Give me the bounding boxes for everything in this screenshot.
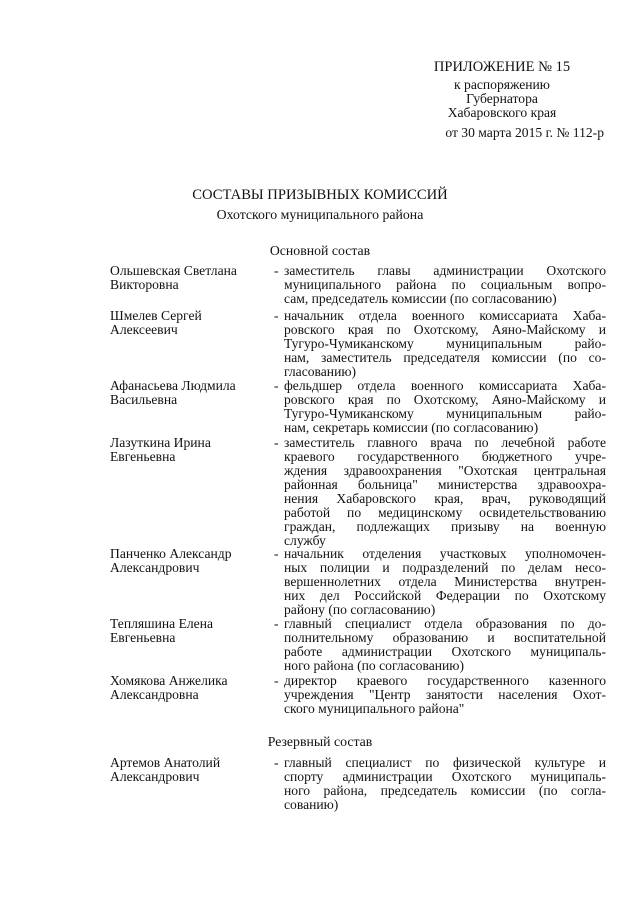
member-position-line: гласованию)	[284, 364, 357, 379]
member-position-line: ного района (по согласованию)	[284, 658, 464, 673]
member-position-line: спорту администрации Охотского муниципаль-	[284, 769, 606, 784]
member-position-line: муниципального района по социальным вопро-	[284, 277, 606, 292]
member-position-line: службу	[284, 533, 326, 548]
member-position-line: ного района, председатель комиссии (по согла-	[284, 783, 606, 798]
member-name-line: Евгеньевна	[110, 449, 176, 464]
member-name-line: Шмелев Сергей	[110, 308, 202, 323]
member-name	[110, 756, 270, 784]
member-position-line: граждан, подлежащих призыву на военную	[284, 519, 606, 534]
appendix-line-1: к распоряжению	[454, 77, 550, 92]
member-position-line: начальник отделения участковых уполномочен-	[284, 546, 606, 561]
member-name-line: Ольшевская Светлана	[110, 263, 237, 278]
member-position	[284, 756, 606, 812]
member-name	[110, 547, 270, 575]
member-position-line: районная больница" министерства здравоохра-	[284, 477, 606, 492]
appendix-number: ПРИЛОЖЕНИЕ № 15	[433, 59, 571, 75]
member-dash: -	[274, 308, 279, 323]
member-position-line: ского муниципального района"	[284, 701, 465, 716]
reserve-composition-heading: Резервный состав	[267, 734, 373, 749]
member-position-line: району (по согласованию)	[284, 602, 436, 617]
appendix-line-2: Губернатора	[466, 91, 538, 106]
member-dash: -	[274, 435, 279, 450]
member-position-line: них дел Российской Федерации по Охотскому	[284, 588, 606, 603]
member-name	[110, 674, 270, 702]
member-position-line: учреждения "Центр занятости населения Охот-	[284, 687, 606, 702]
member-position	[284, 309, 606, 379]
member-name-line: Панченко Александр	[110, 546, 232, 561]
member-name-line: Александровна	[110, 687, 199, 702]
member-position-line: работе администрации Охотского муниципаль-	[284, 644, 606, 659]
member-position-line: начальник отдела военного комиссариата Хаба-	[284, 308, 606, 323]
member-dash: -	[274, 378, 279, 393]
member-name-line: Евгеньевна	[110, 630, 176, 645]
appendix-date: от 30 марта 2015 г. № 112-р	[445, 125, 604, 140]
member-position-line: заместитель главы администрации Охотского	[284, 263, 606, 278]
member-position-line: ровского края по Охотскому, Аяно-Майскому и	[284, 322, 606, 337]
member-position-line: краевого государственного бюджетного учре-	[284, 449, 606, 464]
member-name	[110, 436, 270, 464]
member-position-line: главный специалист по физической культуре и	[284, 755, 606, 770]
member-name-line: Александрович	[110, 560, 200, 575]
member-dash: -	[274, 673, 279, 688]
member-dash: -	[274, 616, 279, 631]
member-name	[110, 617, 270, 645]
member-dash: -	[274, 546, 279, 561]
document-title-block	[0, 186, 640, 224]
member-position	[284, 547, 606, 617]
member-position	[284, 617, 606, 673]
member-name-line: Артемов Анатолий	[110, 755, 221, 770]
member-position-line: нам, секретарь комиссии (по согласованию)	[284, 420, 539, 435]
member-name	[110, 309, 270, 337]
member-position-line: нам, заместитель председателя комиссии (по со-	[284, 350, 606, 365]
appendix-line-3: Хабаровского края	[447, 105, 557, 120]
member-position	[284, 674, 606, 716]
member-position-line: нения Хабаровского края, врач, руководящий	[284, 491, 606, 506]
member-name-line: Викторовна	[110, 277, 179, 292]
member-position-line: ровского края по Охотскому, Аяно-Майскому и	[284, 392, 606, 407]
member-position-line: сованию)	[284, 797, 339, 812]
member-position-line: вершеннолетних отдела Министерства внутрен-	[284, 574, 606, 589]
main-composition-heading: Основной состав	[269, 243, 371, 258]
member-position-line: ждения здравоохранения "Охотская центральная	[284, 463, 606, 478]
member-dash: -	[274, 263, 279, 278]
member-position-line: полнительному образованию и воспитательной	[284, 630, 606, 645]
member-position-line: фельдшер отдела военного комиссариата Хаба-	[284, 378, 606, 393]
member-name	[110, 379, 270, 407]
member-position-line: ных полиции и подразделений по делам несо-	[284, 560, 606, 575]
member-position-line: главный специалист отдела образования по до-	[284, 616, 606, 631]
member-position-line: заместитель главного врача по лечебной работе	[284, 435, 606, 450]
member-name	[110, 264, 270, 292]
member-dash: -	[274, 755, 279, 770]
member-position-line: Тугуро-Чумиканскому муниципальным райо-	[284, 336, 606, 351]
member-name-line: Александрович	[110, 769, 200, 784]
appendix-block	[402, 60, 602, 140]
member-name-line: Васильевна	[110, 392, 178, 407]
member-position-line: сам, председатель комиссии (по согласованию)	[284, 291, 557, 306]
member-position	[284, 264, 606, 306]
member-position-line: работой по медицинскому освидетельствованию	[284, 505, 606, 520]
member-name-line: Лазуткина Ирина	[110, 435, 211, 450]
member-position-line: директор краевого государственного казенного	[284, 673, 606, 688]
member-position-line: Тугуро-Чумиканскому муниципальным райо-	[284, 406, 606, 421]
member-name-line: Алексеевич	[110, 322, 178, 337]
document-subtitle: Охотского муниципального района	[216, 207, 424, 222]
member-position	[284, 436, 606, 548]
member-name-line: Хомякова Анжелика	[110, 673, 228, 688]
member-position	[284, 379, 606, 435]
member-name-line: Тепляшина Елена	[110, 616, 214, 631]
member-name-line: Афанасьева Людмила	[110, 378, 236, 393]
document-title: СОСТАВЫ ПРИЗЫВНЫХ КОМИССИЙ	[192, 187, 448, 203]
